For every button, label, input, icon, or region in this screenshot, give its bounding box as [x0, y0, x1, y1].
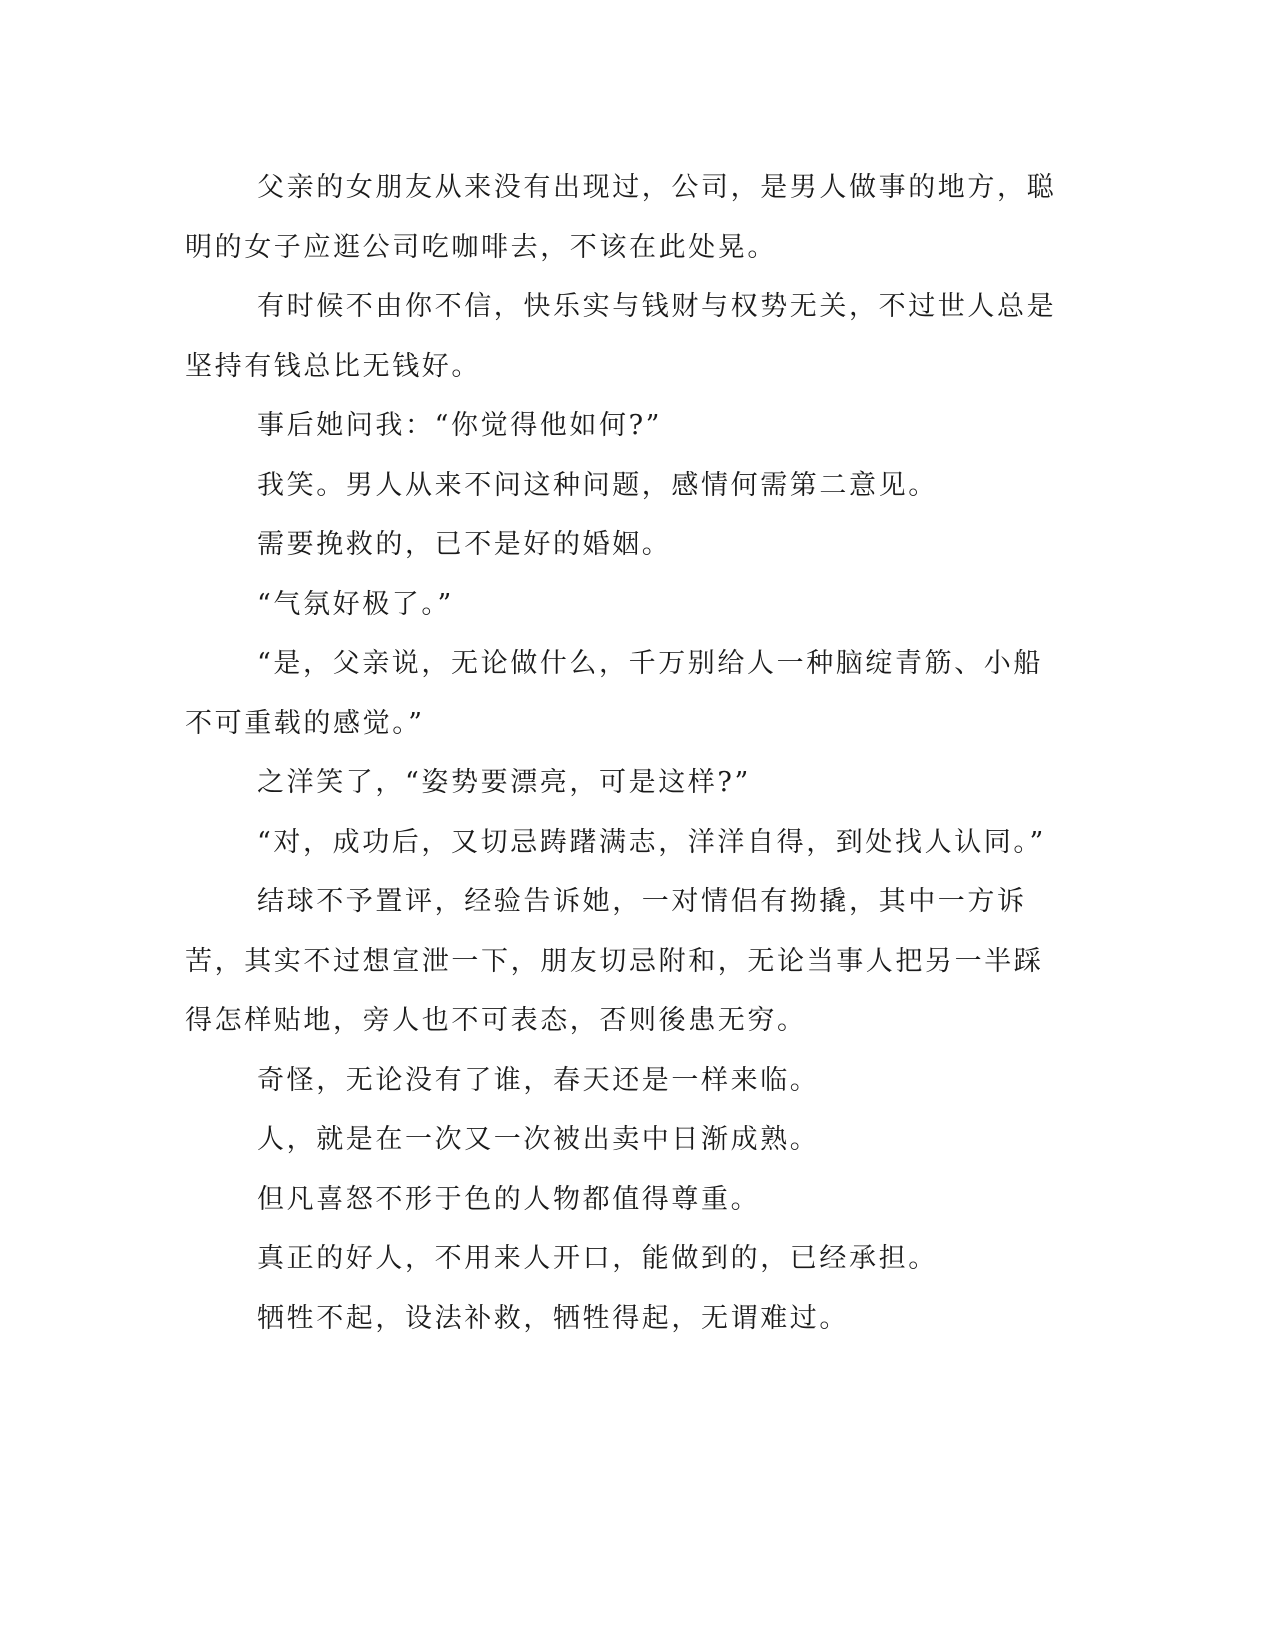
paragraph: “是，父亲说，无论做什么，千万别给人一种脑绽青筋、小船不可重载的感觉。” — [185, 648, 1044, 739]
paragraph: 我笑。男人从来不问这种问题，感情何需第二意见。 — [257, 469, 938, 501]
paragraph: 父亲的女朋友从来没有出现过，公司，是男人做事的地方，聪明的女子应逛公司吃咖啡去，不该在此处晃。 — [185, 172, 1057, 263]
paragraph: “气氛好极了。” — [257, 588, 454, 620]
paragraph: 事后她问我：“你觉得他如何?” — [257, 410, 663, 441]
paragraph: 奇怪，无论没有了谁，春天还是一样来临。 — [257, 1064, 820, 1096]
paragraph: “对，成功后，又切忌踌躇满志，洋洋自得，到处找人认同。” — [257, 826, 1046, 858]
paragraph: 之洋笑了，“姿势要漂亮，可是这样?” — [257, 767, 751, 798]
paragraph: 人，就是在一次又一次被出卖中日渐成熟。 — [257, 1124, 820, 1155]
paragraph: 牺牲不起，设法补救，牺牲得起，无谓难过。 — [257, 1302, 849, 1334]
paragraph: 结球不予置评，经验告诉她，一对情侣有拗撬，其中一方诉苦，其实不过想宣泄一下，朋友切忌附和，无论当事人把另一半踩得怎样贴地，旁人也不可表态，否则後患无穷。 — [185, 886, 1044, 1036]
paragraph: 真正的好人，不用来人开口，能做到的，已经承担。 — [257, 1243, 938, 1274]
document-body — [185, 158, 1065, 1348]
paragraph: 有时候不由你不信，快乐实与钱财与权势无关，不过世人总是坚持有钱总比无钱好。 — [185, 291, 1057, 382]
paragraph: 但凡喜怒不形于色的人物都值得尊重。 — [257, 1183, 761, 1215]
paragraph: 需要挽救的，已不是好的婚姻。 — [257, 529, 672, 560]
